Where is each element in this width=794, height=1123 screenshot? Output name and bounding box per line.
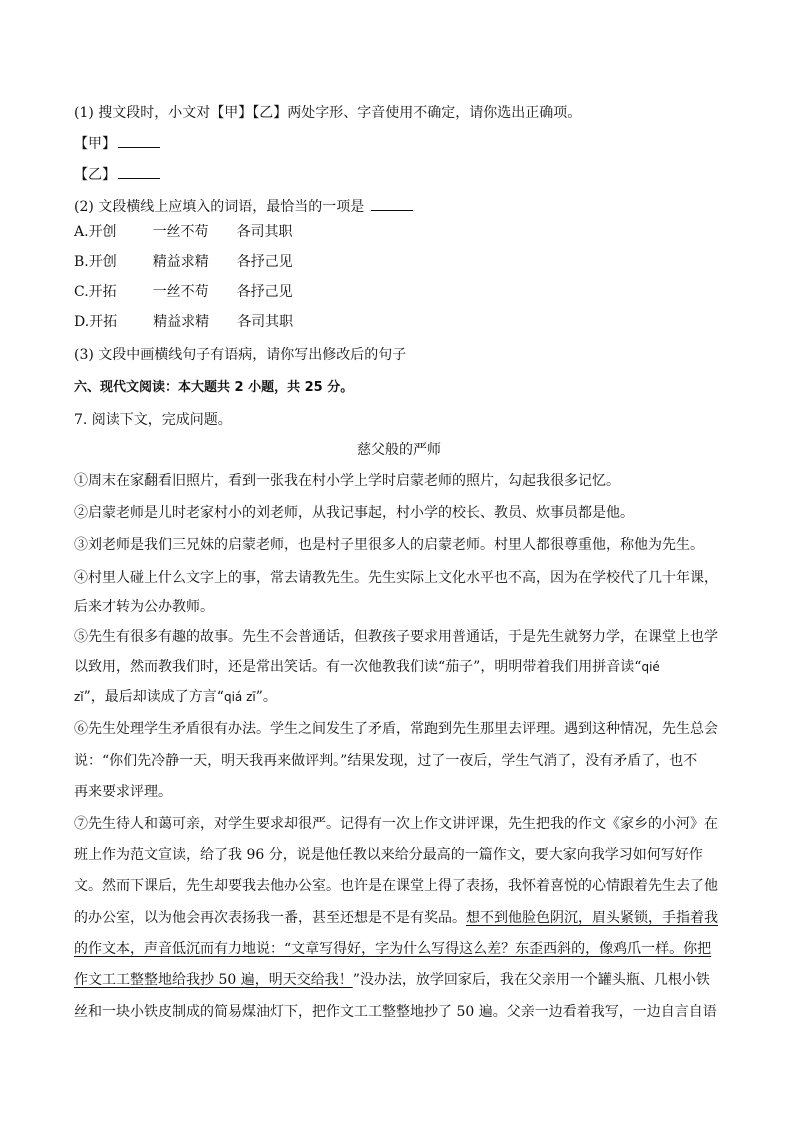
option-word-3: 各司其职 (236, 224, 293, 240)
option-letter: C. (74, 284, 89, 300)
underlined-sentence: 想不到他脸色阴沉，眉头紧锁，手指着我 (466, 910, 718, 926)
paragraph-5-line-2 (74, 658, 660, 676)
pinyin: qiá zī (223, 690, 256, 704)
option-word-2: 一丝不苟 (152, 284, 209, 300)
paragraph-7-line-1: ⑦先生待人和蔼可亲，对学生要求却很严。记得有一次上作文讲评课，先生把我的作文《家乡的小河》在 (74, 816, 718, 832)
paragraph-2: ②启蒙老师是儿时老家村小的刘老师，从我记事起，村小学的校长、教员、炊事员都是他。 (74, 505, 634, 521)
paragraph-4-line-2: 后来才转为公办教师。 (74, 599, 214, 615)
paragraph-5-text: 以致用，然而教我们时，还是常出笑话。有一次他教我们读“茄子”，明明带着我们用拼音读“ (74, 659, 642, 675)
option-word-3: 各抒己见 (236, 284, 293, 300)
paragraph-7-line-2: 班上作为范文宣读，给了我 96 分，说是他任教以来给分最高的一篇作文，要大家向我学习如何写好作 (74, 847, 703, 863)
option-word-2: 一丝不苟 (152, 224, 209, 240)
answer-blank[interactable] (118, 166, 160, 179)
section-heading: 六、现代文阅读：本大题共 2 小题，共 25 分。 (74, 380, 354, 395)
q1-yi-label: 【乙】 (74, 167, 116, 183)
option-word-1: 开创 (88, 254, 117, 270)
paragraph-7-line-7: 丝和一块小铁皮制成的简易煤油灯下，把作文工工整整地抄了 50 遍。父亲一边看着我写，一边自言自语 (74, 1004, 717, 1020)
q1-prompt: (1) 搜文段时，小文对【甲】【乙】两处字形、字音使用不确定，请你选出正确项。 (74, 105, 582, 121)
option-letter: B. (74, 254, 89, 270)
q1-jia-label: 【甲】 (74, 136, 116, 152)
option-letter: D. (74, 314, 90, 330)
q2-option-a[interactable] (74, 223, 293, 241)
paragraph-7-line-5 (74, 940, 711, 958)
q2-prompt-text: (2) 文段横线上应填入的词语，最恰当的一项是 (74, 199, 365, 215)
paragraph-3: ③刘老师是我们三兄妹的启蒙老师，也是村子里很多人的启蒙老师。村里人都很尊重他，称他为先生。 (74, 537, 704, 553)
answer-blank[interactable] (118, 135, 160, 148)
paragraph-5-line-1: ⑤先生有很多有趣的故事。先生不会普通话，但教孩子要求用普通话，于是先生就努力学，在课堂上也学 (74, 629, 718, 645)
paragraph-5-text: ”，最后却读成了方言“ (83, 689, 224, 705)
underlined-sentence: 的作文本，声音低沉而有力地说：“文章写得好，字为什么写得这么差？东歪西斜的，像鸡爪一样。你把 (74, 941, 712, 957)
option-word-1: 开拓 (89, 314, 118, 330)
paragraph-7-line-4 (74, 909, 718, 927)
pinyin: zǐ (74, 690, 84, 704)
article-title: 慈父般的严师 (357, 442, 441, 458)
paragraph-4-line-1: ④村里人碰上什么文字上的事，常去请教先生。先生实际上文化水平也不高，因为在学校代了几十年课， (74, 570, 718, 586)
paragraph-1: ①周末在家翻看旧照片，看到一张我在村小学上学时启蒙老师的照片，勾起我很多记忆。 (74, 473, 620, 489)
q2-option-d[interactable] (74, 313, 293, 331)
q1-yi (74, 166, 160, 184)
option-word-1: 开创 (88, 224, 117, 240)
paragraph-7-text: 的办公室，以为他会再次表扬我一番，甚至还想是不是有奖品。 (74, 910, 466, 926)
option-word-2: 精益求精 (152, 254, 209, 270)
paragraph-6-line-3: 再来要求评理。 (74, 784, 172, 800)
option-word-2: 精益求精 (153, 314, 210, 330)
option-word-3: 各抒己见 (236, 254, 293, 270)
underlined-sentence: 作文工工整整地给我抄 50 遍，明天交给我！ (74, 972, 353, 988)
q1-jia (74, 135, 160, 153)
option-word-1: 开拓 (88, 284, 117, 300)
paragraph-6-line-2: 说：“你们先冷静一天，明天我再来做评判。”结果发现，过了一夜后，学生气消了，没有矛盾了，也不 (74, 753, 698, 769)
q2-prompt (74, 198, 413, 216)
q2-option-c[interactable] (74, 283, 293, 301)
paragraph-5-end: ”。 (255, 689, 277, 705)
paragraph-7-line-3: 文。然而下课后，先生却要我去他办公室。也许是在课堂上得了表扬，我怀着喜悦的心情跟着先生去了他 (74, 878, 718, 894)
paragraph-7-text: ”没办法，放学回家后，我在父亲用一个罐头瓶、几根小铁 (352, 972, 710, 988)
paragraph-7-line-6 (74, 971, 710, 989)
paragraph-5-line-3 (74, 688, 277, 706)
q3-prompt: (3) 文段中画横线句子有语病，请你写出修改后的句子 (74, 347, 407, 363)
option-word-3: 各司其职 (237, 314, 294, 330)
q2-option-b[interactable] (74, 253, 293, 271)
answer-blank[interactable] (371, 198, 413, 211)
pinyin: qié (641, 660, 660, 674)
option-letter: A. (74, 224, 89, 240)
q7-prompt: 7. 阅读下文，完成问题。 (74, 412, 232, 428)
paragraph-6-line-1: ⑥先生处理学生矛盾很有办法。学生之间发生了矛盾，常跑到先生那里去评理。遇到这种情况，先生总会 (74, 721, 718, 737)
